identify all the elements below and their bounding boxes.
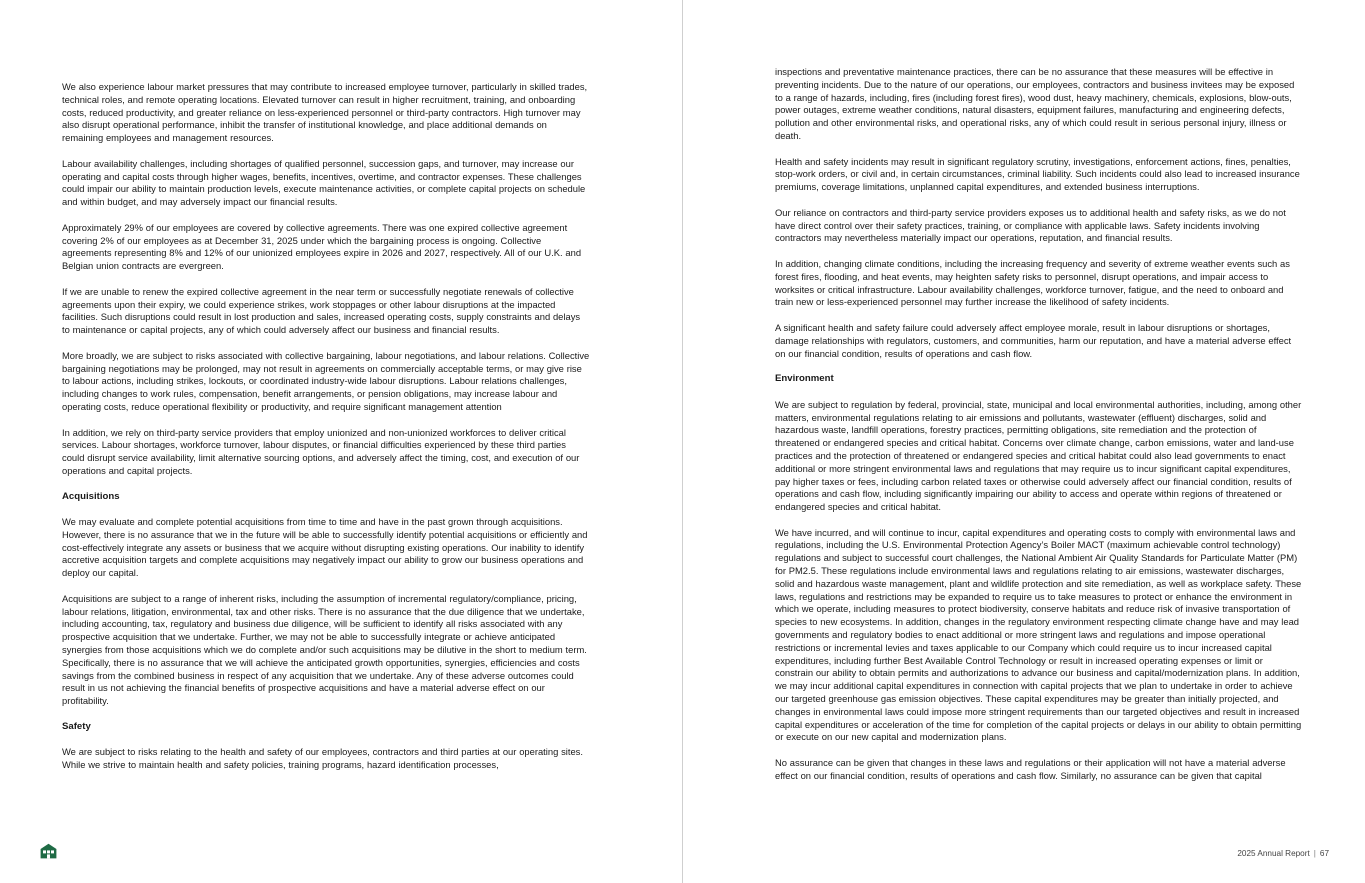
footer-report-label: 2025 Annual Report <box>1237 849 1310 858</box>
left-page-text-column <box>62 81 590 813</box>
body-paragraph: We have incurred, and will continue to incur, capital expenditures and operating costs to comply with environmental laws and regulations, including the U.S. Environmental Protection Agency’s Boiler MACT (maximum achievable control technology) regulations and subject to successful court challenges, the National Ambient Air Quality Standards for Particulate Matter (PM) for PM2.5. These regulations include environmental laws and regulations relating to air emissions, wastewater discharges, solid and hazardous waste management, plant and wildlife protection and site remediation, as well as workplace safety. These laws, regulations and restrictions may be expanded to require us to take measures to protect or enhance the environment in which we operate, including measures to protect biodiversity, conserve habitats and reduce risk of invasive transportation of species to new ecosystems. In addition, changes in the regulatory environment respecting climate change have and may lead governments and regulatory bodies to enact additional or more stringent laws and regulations and impose operational restrictions or incremental levies and taxes applicable to our Company which could require us to incur increased capital expenditures, including further Best Available Control Technology or result in increased operating expenses or limit or constrain our ability to obtain permits and authorizations to advance our business and capital/modernization plans. In addition, we may incur additional capital expenditures in connection with capital projects that we plan to undertake in order to achieve our targeted greenhouse gas emission objectives. These capital expenditures may be greater than initially projected, and changes in environmental laws could impose more stringent requirements than our targeted objectives and result in increased capital expenditures or acceleration of the time for completion of the capital projects or delays in our ability to obtain permitting or execute on our new capital and modernization plans. <box>775 526 1302 743</box>
section-heading: Environment <box>775 373 834 385</box>
body-paragraph: Health and safety incidents may result in significant regulatory scrutiny, investigations, enforcement actions, fines, penalties, stop-work orders, or civil and, in certain circumstances, criminal liability. Such incidents could also lead to increased insurance premiums, coverage limitations, unplanned capital expenditures, and extended business interruptions. <box>775 155 1300 193</box>
body-paragraph: A significant health and safety failure could adversely affect employee morale, result in labour disruptions or shortages, damage relationships with regulators, customers, and communities, harm our reputation, and have a material adverse effect on our financial condition, results of operations and cash flow. <box>775 321 1292 359</box>
left-page <box>0 0 682 883</box>
section-heading: Safety <box>62 720 91 732</box>
section-heading: Acquisitions <box>62 490 120 502</box>
body-paragraph: We are subject to risks relating to the health and safety of our employees, contractors and third parties at our operating sites. While we strive to maintain health and safety policies, training programs, hazard identification processes, <box>62 746 583 771</box>
footer-page-number: 67 <box>1319 849 1329 858</box>
body-paragraph: We may evaluate and complete potential acquisitions from time to time and have in the past grown through acquisitions. However, there is no assurance that we in the future will be able to successfully identify potential acquisitions or efficiently and cost-effectively integrate any assets or business that we acquire without disrupting existing operations. Our inability to identify accretive acquisition targets and complete acquisitions may negatively impact our ability to grow our business operations and deploy our capital. <box>62 516 588 579</box>
body-paragraph: In addition, changing climate conditions, including the increasing frequency and severity of extreme weather events such as forest fires, flooding, and heat events, may heighten safety risks to personnel, disrupt operations, and impair access to worksites or critical infrastructure. Labour availability challenges, workforce turnover, fatigue, and the need to onboard and train new or less-experienced personnel may further increase the likelihood of safety incidents. <box>775 257 1290 308</box>
right-page-text-column <box>775 66 1303 808</box>
body-paragraph: Acquisitions are subject to a range of inherent risks, including the assumption of incremental regulatory/compliance, pricing, labour relations, litigation, environmental, tax and other risks. There is no assurance that the due diligence that we undertake, including accounting, tax, regulatory and business due diligence, will be sufficient to identify all risks associated with any prospective acquisition that we undertake. Further, we may not be able to successfully integrate or achieve anticipated synergies from those acquisitions which we do complete and/or such acquisitions may be dilutive in the short to medium term. Specifically, there is no assurance that we will achieve the anticipated growth opportunities, synergies, efficiencies and costs savings from the combined business in respect of any acquisition that we undertake. Any of these adverse outcomes could result in us not achieving the financial benefits of prospective acquisitions and have a material adverse effect on our profitability. <box>62 592 587 707</box>
body-paragraph: Approximately 29% of our employees are covered by collective agreements. There was one expired collective agreement covering 2% of our employees as at December 31, 2025 under which the bargaining process is ongoing. Collective agreements representing 8% and 12% of our unionized employees expire in 2026 and 2027, respectively. All of our U.K. and Belgian union contracts are evergreen. <box>62 221 582 272</box>
body-paragraph: No assurance can be given that changes in these laws and regulations or their application will not have a material adverse effect on our financial condition, results of operations and cash flow. Similarly, no assurance can be given that capital <box>775 757 1286 781</box>
footer-separator: | <box>1313 849 1316 858</box>
right-page <box>683 0 1365 883</box>
body-paragraph: If we are unable to renew the expired collective agreement in the near term or successfully negotiate renewals of collective agreements upon their expiry, we could experience strikes, work stoppages or other labour disruptions at the impacted facilities. Such disruptions could result in lost production and sales, increased operating costs, supply constraints and delays to maintenance or capital projects, any of which could adversely affect our business and financial results. <box>62 285 581 336</box>
body-paragraph: In addition, we rely on third-party service providers that employ unionized and non-unionized workforces to deliver critical services. Labour shortages, workforce turnover, labour disputes, or financial difficulties experienced by these third parties could disrupt service availability, limit alternative sourcing options, and adversely affect the timing, cost, and execution of our operations and capital projects. <box>62 426 580 476</box>
home-logo-icon[interactable] <box>40 843 57 859</box>
body-paragraph: More broadly, we are subject to risks associated with collective bargaining, labour negotiations, and labour relations. Collective bargaining negotiations may be prolonged, may not result in agreements on commercially acceptable terms, or may give rise to labour actions, including strikes, lockouts, or coordinated industry-wide labour disruptions. Labour relations challenges, including changes to work rules, compensation, benefit arrangements, or pension obligations, may increase labour and operating costs, reduce operational flexibility or productivity, and require significant management attention <box>62 349 590 412</box>
page-footer <box>1237 849 1329 858</box>
body-paragraph: Our reliance on contractors and third-party service providers exposes us to additional health and safety risks, as we do not have direct control over their safety practices, training, or compliance with applicable laws. Safety incidents involving contractors may nevertheless materially impact our operations, reputation, and financial results. <box>775 206 1286 244</box>
body-paragraph: We also experience labour market pressures that may contribute to increased employee turnover, particularly in skilled trades, technical roles, and remote operating locations. Elevated turnover can result in higher recruitment, training, and onboarding costs, reduced productivity, and greater reliance on less-experienced personnel or third-party contractors. High turnover may also disrupt operational performance, inhibit the transfer of institutional knowledge, and place additional demands on remaining employees and management resources. <box>62 81 588 144</box>
body-paragraph: Labour availability challenges, including shortages of qualified personnel, succession gaps, and turnover, may increase our operating and capital costs through higher wages, benefits, incentives, overtime, and contractor expenses. These challenges could impair our ability to maintain production levels, execute maintenance activities, or complete capital projects on schedule and within budget, and may adversely impact our financial results. <box>62 157 586 208</box>
body-paragraph: inspections and preventative maintenance practices, there can be no assurance that these measures will be effective in preventing incidents. Due to the nature of our operations, our employees, contractors and business invitees may be exposed to a range of hazards, including, fires (including forest fires), wood dust, heavy machinery, chemicals, explosions, blow-outs, power outages, extreme weather conditions, natural disasters, equipment failures, manufacturing and engineering defects, pollution and other environmental risks, and operational risks, any of which could result in serious personal injury, illness or death. <box>775 66 1295 141</box>
body-paragraph: We are subject to regulation by federal, provincial, state, municipal and local environmental authorities, including, among other matters, environmental regulations relating to air emissions and pollutants, wastewater (effluent) discharges, solid and hazardous waste, landfill operations, forestry practices, permitting obligations, site remediation and the protection of threatened or endangered species and critical habitat. Concerns over climate change, carbon emissions, water and land-use practices and the protection of threatened or endangered species and critical habitat could also lead governments to enact additional or more stringent environmental laws and regulations that may require us to incur significant capital expenditures, pay higher taxes or fees, including carbon related taxes or otherwise could adversely affect our financial condition, results of operations and cash flow, including significantly impairing our ability to access and operate within regions of threatened or endangered species and critical habitat. <box>775 398 1302 513</box>
